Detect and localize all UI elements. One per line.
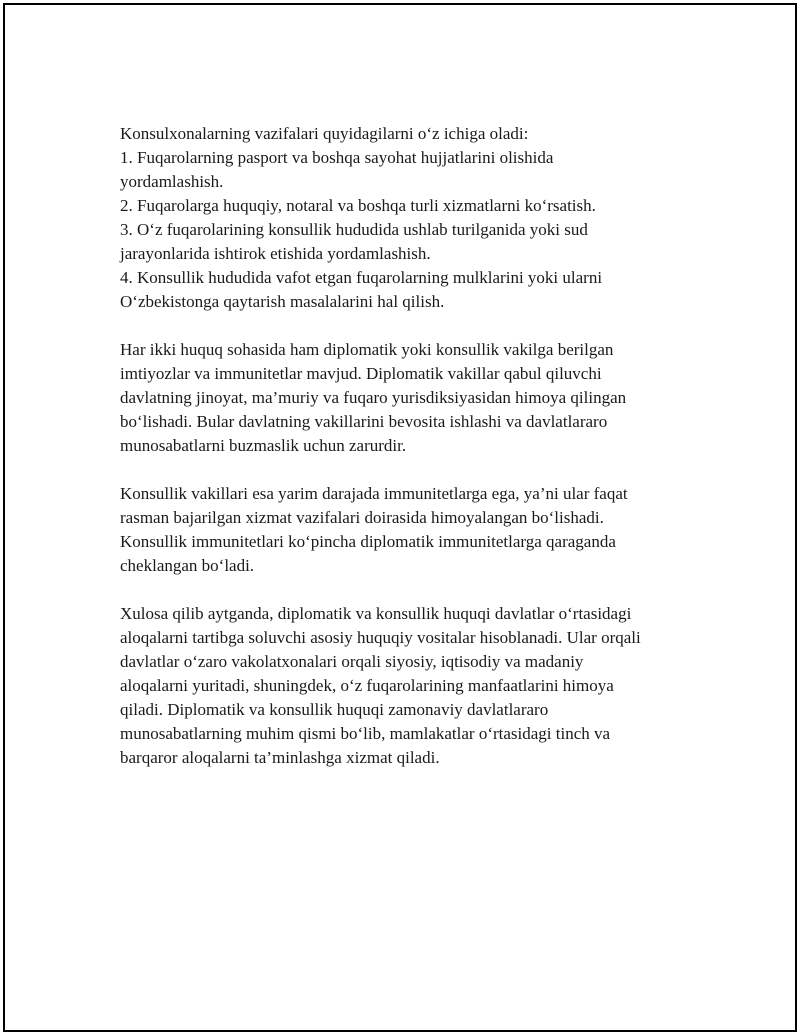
text-line: 4. Konsullik hududida vafot etgan fuqarolarning mulklarini yoki ularni (120, 268, 603, 287)
page-frame (3, 3, 797, 1032)
text-line: cheklangan bo‘ladi. (120, 556, 255, 575)
text-line: bo‘lishadi. Bular davlatning vakillarini bevosita ishlashi va davlatlararo (120, 412, 608, 431)
text-line: 3. O‘z fuqarolarining konsullik hududida ushlab turilganida yoki sud (120, 220, 588, 239)
consulate-functions-list (120, 122, 695, 314)
consular-immunities-paragraph (120, 482, 695, 578)
conclusion-paragraph (120, 602, 695, 770)
text-line: barqaror aloqalarni ta’minlashga xizmat qiladi. (120, 748, 440, 767)
text-line: rasman bajarilgan xizmat vazifalari doirasida himoyalangan bo‘lishadi. (120, 508, 604, 527)
text-line: Xulosa qilib aytganda, diplomatik va konsullik huquqi davlatlar o‘rtasidagi (120, 604, 632, 623)
immunities-paragraph (120, 338, 695, 458)
text-line: imtiyozlar va immunitetlar mavjud. Diplomatik vakillar qabul qiluvchi (120, 364, 602, 383)
text-line: qiladi. Diplomatik va konsullik huquqi zamonaviy davlatlararo (120, 700, 549, 719)
text-line: munosabatlarni buzmaslik uchun zarurdir. (120, 436, 407, 455)
text-line: O‘zbekistonga qaytarish masalalarini hal qilish. (120, 292, 445, 311)
text-line: yordamlashish. (120, 172, 224, 191)
text-line: 2. Fuqarolarga huquqiy, notaral va boshqa turli xizmatlarni ko‘rsatish. (120, 196, 596, 215)
text-line: davlatning jinoyat, ma’muriy va fuqaro yurisdiksiyasidan himoya qilingan (120, 388, 627, 407)
text-line: jarayonlarida ishtirok etishida yordamlashish. (120, 244, 431, 263)
text-line: 1. Fuqarolarning pasport va boshqa sayohat hujjatlarini olishida (120, 148, 554, 167)
text-line: davlatlar o‘zaro vakolatxonalari orqali siyosiy, iqtisodiy va madaniy (120, 652, 584, 671)
text-line: aloqalarni yuritadi, shuningdek, o‘z fuqarolarining manfaatlarini himoya (120, 676, 614, 695)
text-line: Har ikki huquq sohasida ham diplomatik yoki konsullik vakilga berilgan (120, 340, 614, 359)
document-body (120, 122, 695, 794)
text-line: munosabatlarning muhim qismi bo‘lib, mamlakatlar o‘rtasidagi tinch va (120, 724, 611, 743)
text-line: Konsulxonalarning vazifalari quyidagilarni o‘z ichiga oladi: (120, 124, 529, 143)
text-line: Konsullik immunitetlari ko‘pincha diplomatik immunitetlarga qaraganda (120, 532, 616, 551)
text-line: Konsullik vakillari esa yarim darajada immunitetlarga ega, ya’ni ular faqat (120, 484, 628, 503)
text-line: aloqalarni tartibga soluvchi asosiy huquqiy vositalar hisoblanadi. Ular orqali (120, 628, 641, 647)
